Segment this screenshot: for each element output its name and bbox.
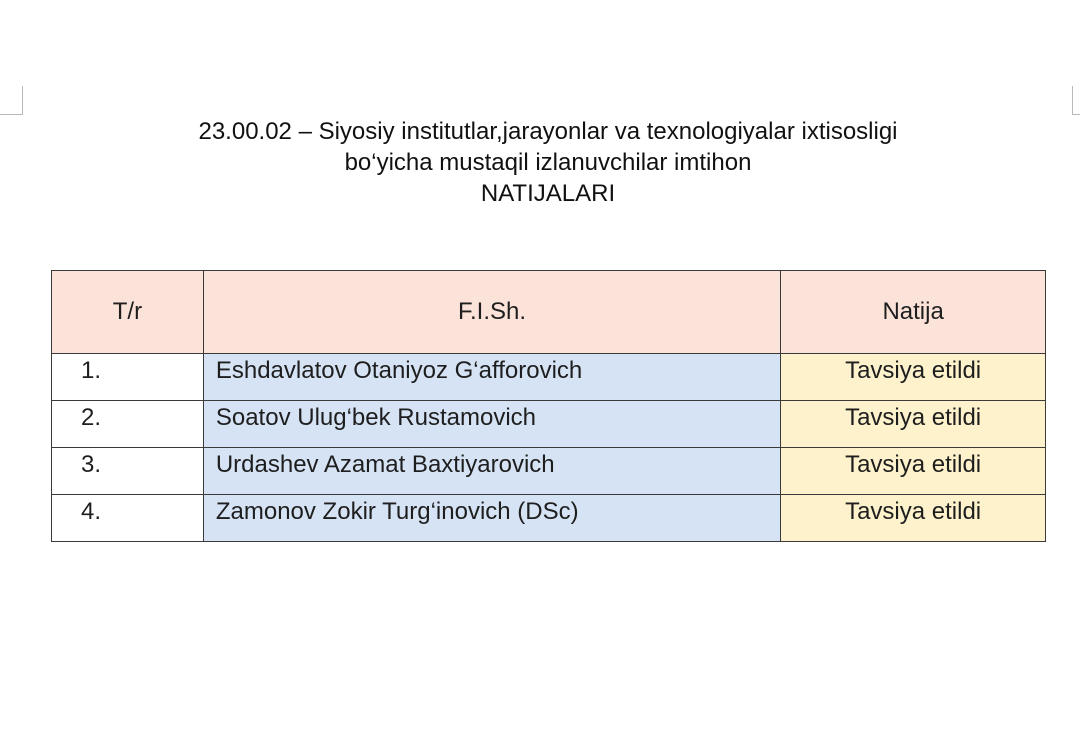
column-header-result: Natija — [781, 271, 1046, 354]
title-line-2: bo‘yicha mustaqil izlanuvchilar imtihon — [344, 149, 752, 176]
column-header-full-name: F.I.Sh. — [203, 271, 780, 354]
row-number: 2. — [52, 401, 204, 448]
title-line-3: NATIJALARI — [480, 180, 616, 207]
table-row — [52, 495, 1046, 542]
row-full-name: Soatov Ulug‘bek Rustamovich — [203, 401, 780, 448]
page-corner-mark-left — [0, 86, 23, 115]
table-row — [52, 401, 1046, 448]
table-row — [52, 354, 1046, 401]
title-line-1: 23.00.02 – Siyosiy institutlar,jarayonlar va texnologiyalar ixtisosligi — [198, 118, 898, 145]
row-result: Tavsiya etildi — [781, 448, 1046, 495]
row-number: 1. — [52, 354, 204, 401]
row-number: 3. — [52, 448, 204, 495]
row-result: Tavsiya etildi — [781, 495, 1046, 542]
document-title — [0, 116, 1080, 209]
row-full-name: Eshdavlatov Otaniyoz G‘afforovich — [203, 354, 780, 401]
column-header-number: T/r — [52, 271, 204, 354]
row-result: Tavsiya etildi — [781, 354, 1046, 401]
row-full-name: Urdashev Azamat Baxtiyarovich — [203, 448, 780, 495]
results-table — [51, 270, 1046, 542]
table-row — [52, 448, 1046, 495]
row-result: Tavsiya etildi — [781, 401, 1046, 448]
row-number: 4. — [52, 495, 204, 542]
row-full-name: Zamonov Zokir Turg‘inovich (DSc) — [203, 495, 780, 542]
table-header-row — [52, 271, 1046, 354]
page-corner-mark-right — [1072, 86, 1080, 115]
